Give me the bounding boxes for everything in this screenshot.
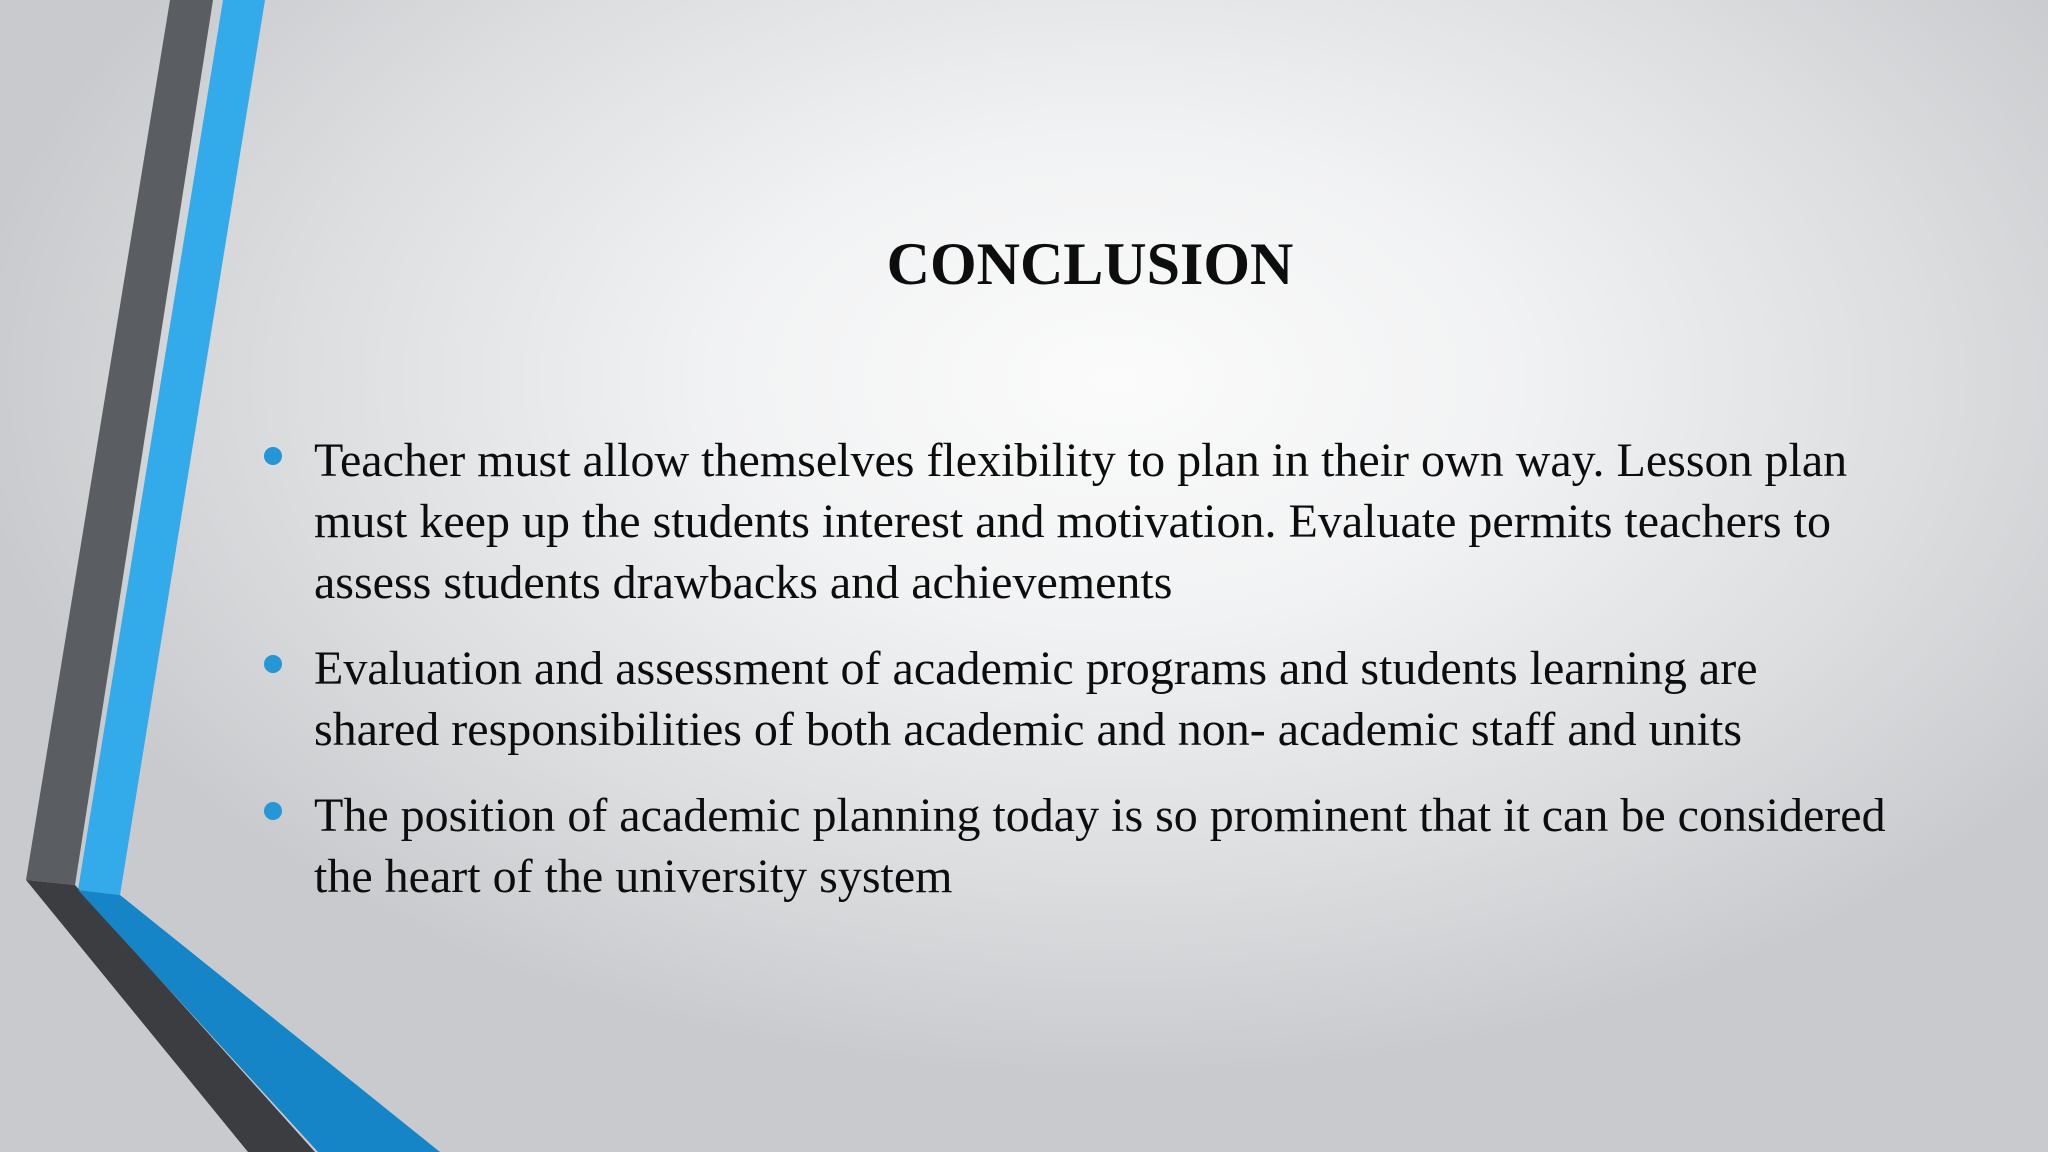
bullet-text: Teacher must allow themselves flexibility to plan in their own way. Lesson plan must keep up the students interest and motivation. Evaluate permits teachers to assess students drawbacks and achievements	[314, 434, 1848, 609]
bullet-text: Evaluation and assessment of academic programs and students learning are shared responsibilities of both academic and non- academic staff and units	[314, 642, 1758, 756]
bullet-item	[262, 785, 1892, 907]
bullet-dot-icon	[264, 655, 282, 673]
bullet-dot-icon	[264, 447, 282, 465]
slide-title: CONCLUSION	[886, 231, 1294, 297]
bullet-text: The position of academic planning today is so prominent that it can be considered the heart of the university system	[314, 789, 1886, 903]
bullet-item	[262, 638, 1892, 760]
bullet-list	[262, 430, 1892, 932]
bullet-dot-icon	[264, 802, 282, 820]
bullet-item	[262, 430, 1892, 613]
